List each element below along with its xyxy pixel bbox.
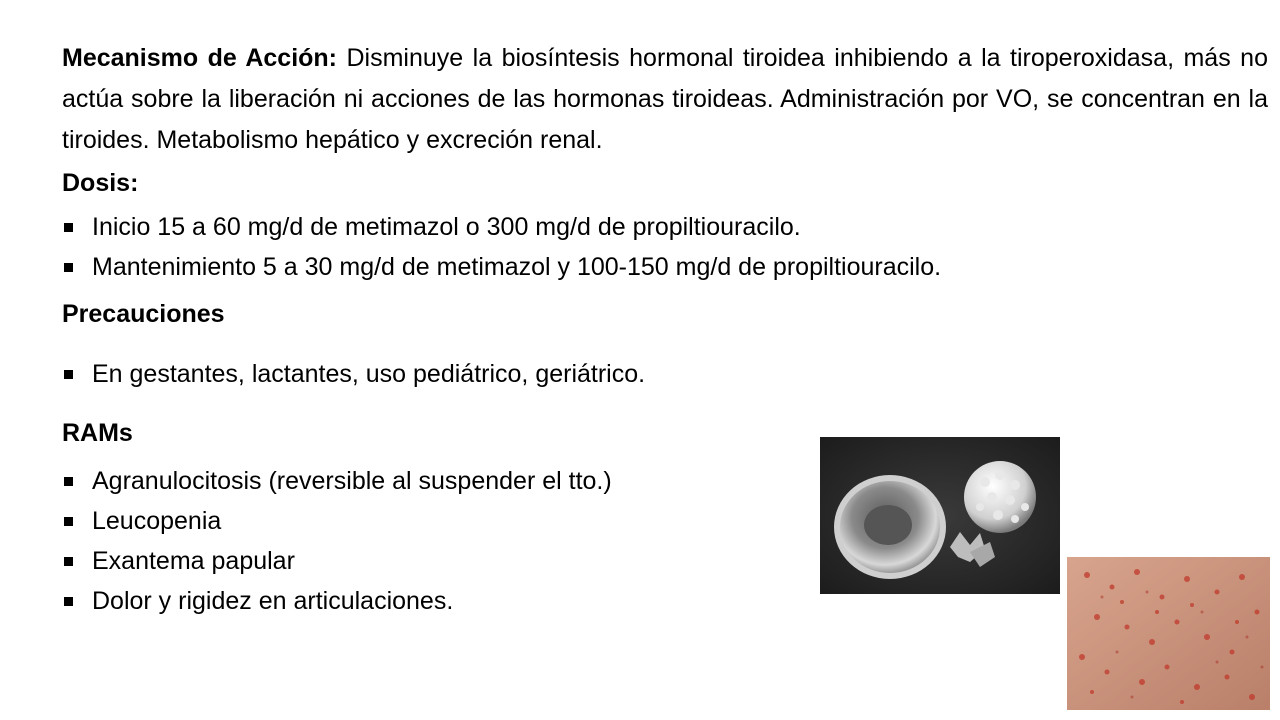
list-item (62, 503, 612, 543)
list-item-text: Mantenimiento 5 a 30 mg/d de metimazol y 100-150 mg/d de propiltiouracilo. (92, 253, 942, 281)
papular-rash-image (1067, 557, 1270, 710)
mechanism-label: Mecanismo de Acción: (62, 44, 338, 72)
list-item (62, 249, 941, 289)
square-bullet-icon (64, 557, 73, 566)
dosis-list (62, 209, 941, 289)
list-item-text: Leucopenia (92, 507, 222, 535)
dosis-heading: Dosis: (62, 169, 139, 197)
square-bullet-icon (64, 263, 73, 272)
list-item (62, 209, 941, 249)
list-item-text: Dolor y rigidez en articulaciones. (92, 587, 454, 615)
mechanism-paragraph (62, 38, 1268, 161)
precauciones-heading: Precauciones (62, 300, 225, 328)
list-item-text: En gestantes, lactantes, uso pediátrico, geriátrico. (92, 360, 646, 388)
square-bullet-icon (64, 517, 73, 526)
list-item-text: Agranulocitosis (reversible al suspender el tto.) (92, 467, 612, 495)
precauciones-list (62, 356, 645, 396)
square-bullet-icon (64, 370, 73, 379)
list-item-text: Inicio 15 a 60 mg/d de metimazol o 300 mg/d de propiltiouracilo. (92, 213, 801, 241)
square-bullet-icon (64, 223, 73, 232)
list-item (62, 543, 612, 583)
blood-cells-micrograph-image (820, 437, 1060, 594)
list-item (62, 463, 612, 503)
mechanism-text: Disminuye la biosíntesis hormonal tiroidea inhibiendo a la tiroperoxidasa, más no actúa sobre la liberación ni acciones de las hormonas tiroideas. Administración por VO, se concentran en la tiroides. Metabolismo hepático y excreción renal. (62, 44, 1268, 154)
square-bullet-icon (64, 597, 73, 606)
list-item (62, 583, 612, 623)
rams-list (62, 463, 612, 623)
list-item-text: Exantema papular (92, 547, 295, 575)
square-bullet-icon (64, 477, 73, 486)
rams-heading: RAMs (62, 419, 133, 447)
list-item (62, 356, 645, 396)
